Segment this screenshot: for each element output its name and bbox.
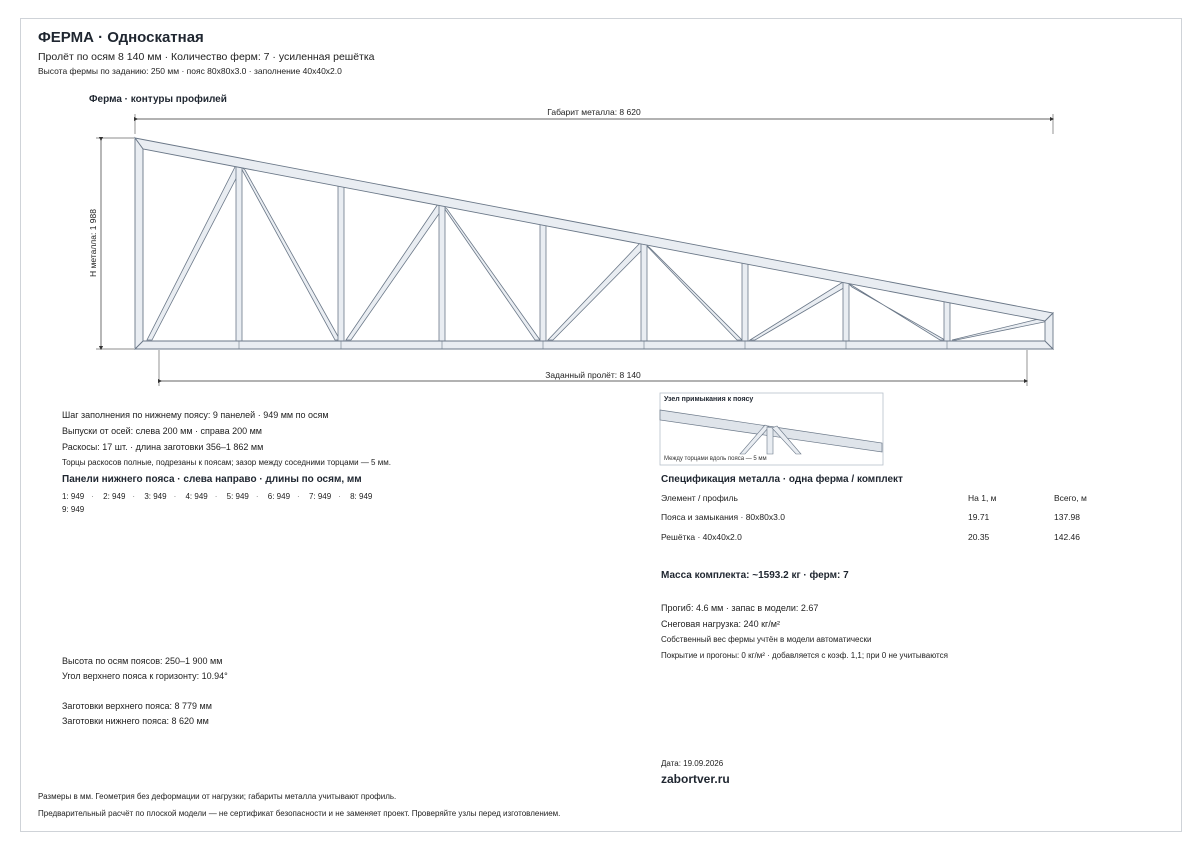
vertical-1 bbox=[236, 159, 242, 341]
vertical-7 bbox=[843, 276, 849, 341]
loads-line-2: Снеговая нагрузка: 240 кг/м² bbox=[661, 619, 780, 629]
spec-header-total: Всего, м bbox=[1054, 493, 1087, 503]
info-line-3: Раскосы: 17 шт. · длина заготовки 356–1 862 мм bbox=[62, 442, 264, 452]
panel-item: 2: 949 bbox=[103, 492, 126, 501]
loads-line-4: Покрытие и прогоны: 0 кг/м² · добавляется с коэф. 1,1; при 0 не учитываются bbox=[661, 651, 948, 660]
footer-note-1: Размеры в мм. Геометрия без деформации от нагрузки; габариты металла учитывают профиль. bbox=[38, 792, 397, 801]
panel-item: 8: 949 bbox=[350, 492, 373, 501]
overall-dimension bbox=[135, 107, 1053, 134]
site-link[interactable]: zabortver.ru bbox=[661, 772, 730, 786]
diagonal-1 bbox=[147, 165, 241, 340]
spec-row-2-per-truss: 20.35 bbox=[968, 532, 990, 542]
truss-chords bbox=[135, 138, 1053, 349]
panels-row-2 bbox=[62, 505, 84, 514]
node-detail-note: Между торцами вдоль пояса — 5 мм bbox=[664, 456, 767, 462]
vertical-3 bbox=[439, 198, 445, 341]
geometry-angle: Угол верхнего пояса к горизонту: 10.94° bbox=[62, 671, 228, 681]
spec-row-1-element: Пояса и замыкания · 80x80x3.0 bbox=[661, 512, 785, 522]
loads-line-3: Собственный вес фермы учтён в модели автоматически bbox=[661, 635, 872, 644]
info-line-1: Шаг заполнения по нижнему поясу: 9 панелей · 949 мм по осям bbox=[62, 410, 329, 420]
diagonal-2 bbox=[240, 166, 340, 340]
geometry-top-blank: Заготовки верхнего пояса: 8 779 мм bbox=[62, 701, 212, 711]
geometry-heights: Высота по осям поясов: 250–1 900 мм bbox=[62, 656, 223, 666]
panels-title: Панели нижнего пояса · слева направо · длины по осям, мм bbox=[62, 474, 362, 485]
spec-row-2-total: 142.46 bbox=[1054, 532, 1080, 542]
node-detail-title: Узел примыкания к поясу bbox=[664, 396, 754, 403]
spec-header-element: Элемент / профиль bbox=[661, 493, 738, 503]
spec-row-1-total: 137.98 bbox=[1054, 512, 1080, 522]
geometry-bottom-blank: Заготовки нижнего пояса: 8 620 мм bbox=[62, 716, 209, 726]
truss-web bbox=[147, 165, 1049, 340]
date-label: Дата: 19.09.2026 bbox=[661, 759, 724, 768]
diagonal-3 bbox=[346, 204, 443, 340]
vertical-2 bbox=[338, 179, 344, 341]
footer-note-2: Предварительный расчёт по плоской модели — не сертификат безопасности и не заменяет проект. Проверяйте узлы перед изготовлением. bbox=[38, 809, 561, 818]
mass-total: Масса комплекта: ~1593.2 кг · ферм: 7 bbox=[661, 570, 849, 581]
vertical-4 bbox=[540, 218, 546, 341]
height-dim-label: Н металла: 1 988 bbox=[88, 209, 98, 277]
loads-line-1: Прогиб: 4.6 мм · запас в модели: 2.67 bbox=[661, 603, 819, 613]
overall-dim-label: Габарит металла: 8 620 bbox=[547, 107, 641, 117]
span-dimension bbox=[159, 350, 1027, 386]
diagonal-7 bbox=[750, 282, 847, 340]
page-subtitle-2: Высота фермы по заданию: 250 мм · пояс 80x80x3.0 · заполнение 40x40x2.0 bbox=[38, 66, 342, 76]
panel-item: 5: 949 bbox=[226, 492, 249, 501]
diagonal-4 bbox=[442, 205, 540, 340]
spec-title: Спецификация металла · одна ферма / комплект bbox=[661, 474, 903, 485]
spec-header-per-truss: На 1, м bbox=[968, 493, 997, 503]
vertical-6 bbox=[742, 257, 748, 341]
info-line-2: Выпуски от осей: слева 200 мм · справа 200 мм bbox=[62, 426, 262, 436]
diagonal-9 bbox=[952, 317, 1049, 340]
span-dim-label: Заданный пролёт: 8 140 bbox=[545, 370, 641, 380]
left-end-post bbox=[135, 138, 143, 349]
vertical-5 bbox=[641, 237, 647, 341]
page-subtitle: Пролёт по осям 8 140 мм · Количество ферм: 7 · усиленная решётка bbox=[38, 51, 375, 63]
panels-row-1: 1: 949 · 2: 949 · 3: 949 · 4: 949 · 5: 949 · 6: 949 · 7: 949 · 8: 949 bbox=[62, 492, 373, 501]
panel-item: 6: 949 bbox=[267, 492, 291, 501]
panel-item: 7: 949 bbox=[308, 492, 332, 501]
panel-item: 3: 949 bbox=[144, 492, 167, 501]
bottom-chord bbox=[135, 341, 1053, 349]
drawing-title: Ферма · контуры профилей bbox=[89, 94, 227, 105]
spec-row-1-per-truss: 19.71 bbox=[968, 512, 990, 522]
panel-item: 4: 949 bbox=[185, 492, 208, 501]
node-detail bbox=[660, 393, 883, 465]
spec-row-2-element: Решётка · 40x40x2.0 bbox=[661, 532, 742, 542]
diagonal-5 bbox=[548, 243, 645, 340]
page-title: ФЕРМА · Односкатная bbox=[38, 29, 204, 46]
height-dimension bbox=[88, 138, 134, 349]
panel-item: 9: 949 bbox=[62, 505, 85, 514]
panel-item: 1: 949 bbox=[62, 492, 85, 501]
info-line-4: Торцы раскосов полные, подрезаны к поясам; зазор между соседними торцами — 5 мм. bbox=[62, 458, 391, 467]
